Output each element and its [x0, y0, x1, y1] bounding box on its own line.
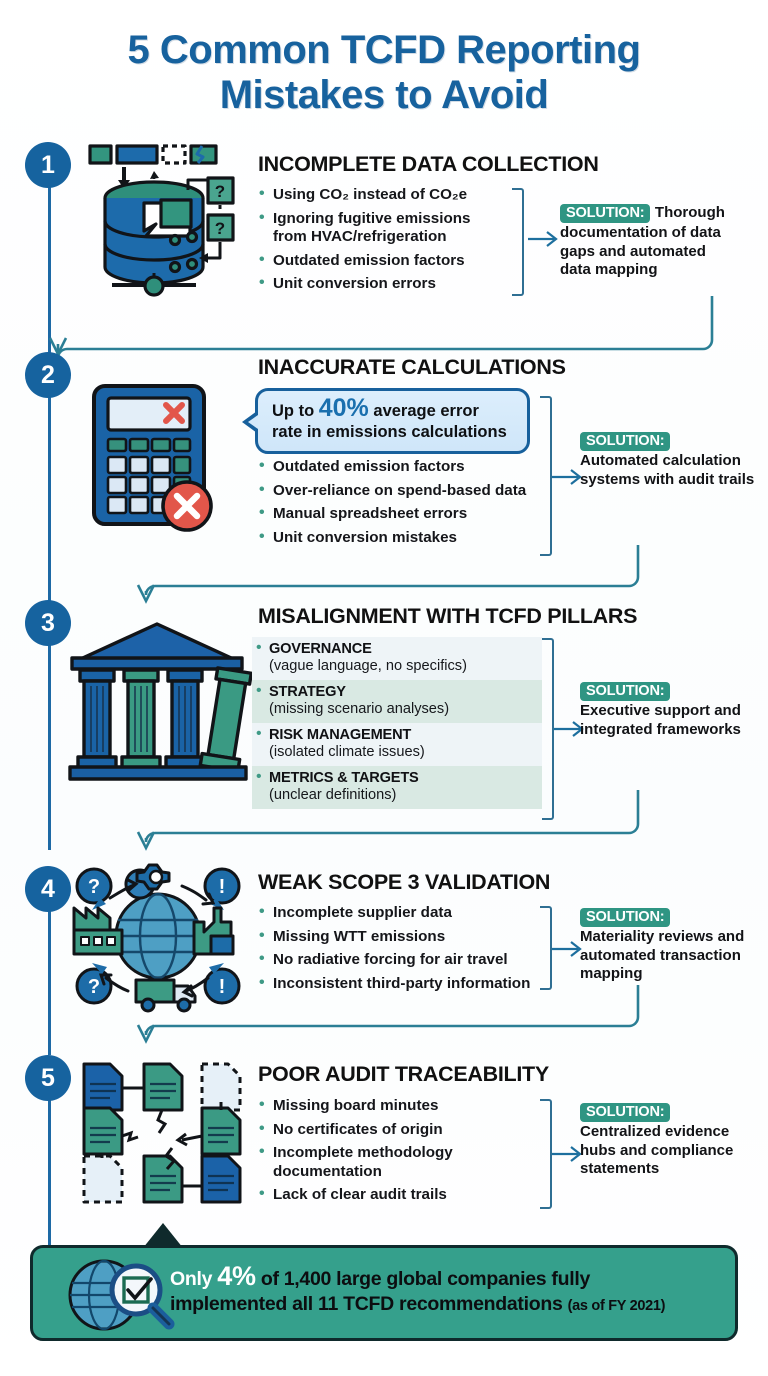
page-title: [0, 28, 768, 118]
section-3-solution: [580, 682, 758, 739]
banner-text-1: of 1,400 large global companies fully: [260, 1268, 591, 1290]
step-number-1: 1: [25, 142, 71, 188]
list-item: • Outdated emission factors: [258, 252, 508, 271]
pillar-detail: (isolated climate issues): [269, 744, 425, 760]
solution-text: Automated calculation systems with audit trails: [580, 452, 755, 488]
list-item: [252, 637, 542, 680]
section-1-solution: [560, 204, 738, 280]
solution-badge: SOLUTION:: [580, 908, 670, 927]
solution-badge: SOLUTION:: [580, 1103, 670, 1122]
solution-inline-text: Thorough: [654, 204, 725, 221]
svg-text:!: !: [218, 976, 226, 998]
step-number-5: 5: [25, 1055, 71, 1101]
database-missing-data-icon: [84, 143, 236, 303]
flow-connector-2-3: [0, 545, 768, 607]
list-item: • Missing WTT emissions: [258, 928, 548, 947]
solution-badge: SOLUTION:: [580, 682, 670, 701]
solution-badge: SOLUTION:: [560, 204, 650, 223]
timeline-spine-2-3: [48, 396, 51, 606]
section-5-solution: [580, 1103, 758, 1179]
solution-text: Materiality reviews and automated transaction mapping: [580, 928, 745, 982]
timeline-spine-1-2: [48, 186, 51, 358]
calculator-error-icon: [86, 382, 231, 542]
title-line-1: 5 Common TCFD Reporting: [127, 28, 641, 72]
pillar-detail: (missing scenario analyses): [269, 701, 450, 717]
list-item: [252, 766, 542, 809]
solution-text: Centralized evidence hubs and compliance statements: [580, 1123, 734, 1177]
callout-value: 40%: [318, 394, 369, 422]
step-number-3: 3: [25, 600, 71, 646]
section-5-heading: POOR AUDIT TRACEABILITY: [258, 1062, 549, 1086]
solution-text: documentation of data gaps and automated data mapping: [560, 224, 721, 278]
list-item: • Over-reliance on spend-based data: [258, 482, 528, 501]
title-line-2: Mistakes to Avoid: [219, 73, 549, 117]
banner-text: [170, 1261, 730, 1319]
pillar-name: • STRATEGY: [269, 684, 346, 700]
list-item: • Manual spreadsheet errors: [258, 505, 528, 524]
section-4-bullets: [258, 904, 548, 998]
step-number-4: 4: [25, 866, 71, 912]
list-item: • Incomplete supplier data: [258, 904, 548, 923]
list-item: • Unit conversion errors: [258, 275, 508, 294]
list-item: • Using CO₂ instead of CO₂e: [258, 186, 508, 205]
section-2-callout: [255, 388, 530, 454]
section-1-bracket: [512, 188, 524, 296]
section-3-pillar-list: [252, 637, 542, 809]
banner-text-2: implemented all 11 TCFD recommendations: [170, 1293, 563, 1315]
globe-supply-chain-icon: [66, 858, 251, 1013]
section-2-bullets: [258, 458, 528, 552]
section-4-heading: WEAK SCOPE 3 VALIDATION: [258, 870, 551, 894]
list-item: • Ignoring fugitive emissions from HVAC/refrigeration: [258, 210, 508, 247]
banner-pointer: [146, 1226, 180, 1248]
globe-magnifier-checkmark-icon: [60, 1258, 178, 1332]
timeline-spine-5-end: [48, 1100, 51, 1250]
pillar-name: • RISK MANAGEMENT: [269, 727, 412, 743]
timeline-spine-4-5: [48, 890, 51, 1055]
callout-line-2: rate in emissions calculations: [272, 423, 507, 441]
callout-suffix: average error: [373, 402, 479, 420]
list-item: • Outdated emission factors: [258, 458, 528, 477]
list-item: • Unit conversion mistakes: [258, 529, 528, 548]
documents-broken-links-icon: [74, 1058, 242, 1208]
section-1-heading: INCOMPLETE DATA COLLECTION: [258, 152, 599, 176]
svg-text:?: ?: [214, 182, 226, 201]
pillar-detail: (unclear definitions): [269, 787, 397, 803]
section-1-arrow-icon: [527, 228, 561, 250]
list-item: • Lack of clear audit trails: [258, 1186, 488, 1205]
svg-text:?: ?: [214, 219, 226, 238]
temple-pillars-icon: [62, 618, 252, 783]
list-item: • Incomplete methodology documentation: [258, 1144, 488, 1181]
section-4-solution: [580, 908, 758, 984]
section-2-solution: [580, 432, 758, 489]
list-item: • No certificates of origin: [258, 1121, 488, 1140]
step-number-2: 2: [25, 352, 71, 398]
solution-badge: SOLUTION:: [580, 432, 670, 451]
flow-connector-1-2: [0, 296, 768, 358]
banner-note: (as of FY 2021): [567, 1298, 666, 1314]
svg-text:?: ?: [87, 876, 101, 898]
banner-stat: 4%: [217, 1261, 256, 1291]
list-item: • Missing board minutes: [258, 1097, 488, 1116]
list-item: • No radiative forcing for air travel: [258, 951, 548, 970]
pillar-name: • METRICS & TARGETS: [269, 770, 419, 786]
svg-text:!: !: [218, 876, 226, 898]
list-item: [252, 680, 542, 723]
pillar-name: • GOVERNANCE: [269, 641, 372, 657]
list-item: [252, 723, 542, 766]
callout-prefix: Up to: [272, 402, 315, 420]
list-item: • Inconsistent third-party information: [258, 975, 548, 994]
section-5-bullets: [258, 1097, 488, 1210]
solution-text: Executive support and integrated frameworks: [580, 702, 741, 738]
pillar-detail: (vague language, no specifics): [269, 658, 467, 674]
banner-only-label: Only: [170, 1268, 213, 1290]
callout-line-1: [272, 394, 515, 422]
section-3-heading: MISALIGNMENT WITH TCFD PILLARS: [258, 604, 638, 628]
section-1-bullets: [258, 186, 508, 299]
section-2-heading: INACCURATE CALCULATIONS: [258, 355, 566, 379]
timeline-spine-3-4: [48, 645, 51, 850]
svg-text:?: ?: [87, 976, 101, 998]
